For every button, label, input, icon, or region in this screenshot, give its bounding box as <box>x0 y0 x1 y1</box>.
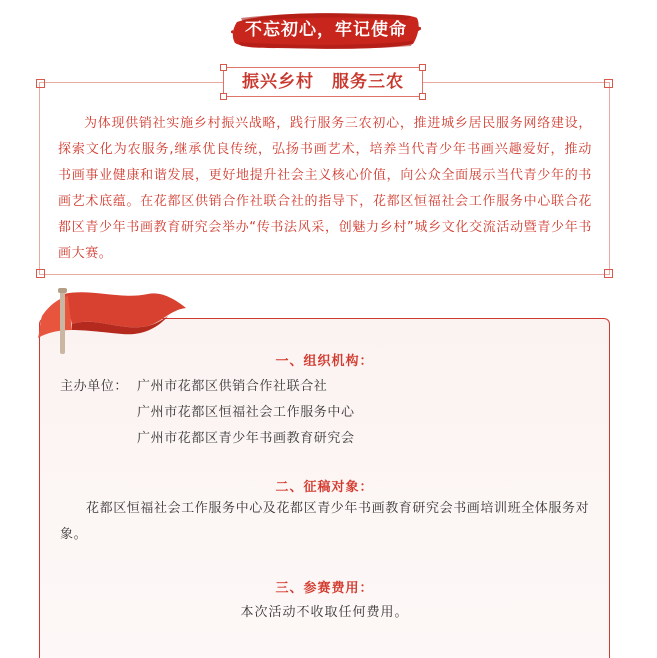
section-heading-organization: 一、组织机构： <box>275 354 374 369</box>
title-corner <box>220 64 227 71</box>
top-banner <box>231 8 421 52</box>
fee-text: 本次活动不收取任何费用。 <box>240 605 409 620</box>
flag-icon <box>30 286 190 356</box>
intro-title-text: 振兴乡村 服务三农 <box>242 72 404 92</box>
corner-ornament <box>604 269 613 278</box>
intro-paragraph: 为体现供销社实施乡村振兴战略，践行服务三农初心，推进城乡居民服务网络建设，探索文化为农服务,继承优良传统，弘扬书画艺术，培养当代青少年书画兴趣爱好，推动书画事业健康和谐发展，更好地提升社会主义核心价值，向公众全面展示当代青少年的书画艺术底蕴。在花都区供销合作社联合社的指导下，花都区恒福社会工作服务中心联合花都区青少年书画教育研究会举办“传书法风采，创魅力乡村”城乡文化交流活动暨青少年书画大赛。 <box>58 116 592 261</box>
title-corner <box>419 64 426 71</box>
corner-ornament <box>36 79 45 88</box>
host-unit-3: 广州市花都区青少年书画教育研究会 <box>137 431 355 446</box>
title-corner <box>419 93 426 100</box>
section-heading-target: 二、征稿对象： <box>275 480 374 495</box>
target-paragraph: 花都区恒福社会工作服务中心及花都区青少年书画教育研究会书画培训班全体服务对象。 <box>60 501 590 542</box>
title-corner <box>220 93 227 100</box>
host-unit-1: 广州市花都区供销合作社联合社 <box>137 379 328 394</box>
intro-title <box>223 67 423 97</box>
section-heading-fee: 三、参赛费用： <box>275 581 374 596</box>
host-unit-2: 广州市花都区恒福社会工作服务中心 <box>137 405 355 420</box>
host-label: 主办单位： <box>60 379 129 394</box>
banner-title: 不忘初心，牢记使命 <box>245 20 407 40</box>
corner-ornament <box>36 269 45 278</box>
corner-ornament <box>604 79 613 88</box>
